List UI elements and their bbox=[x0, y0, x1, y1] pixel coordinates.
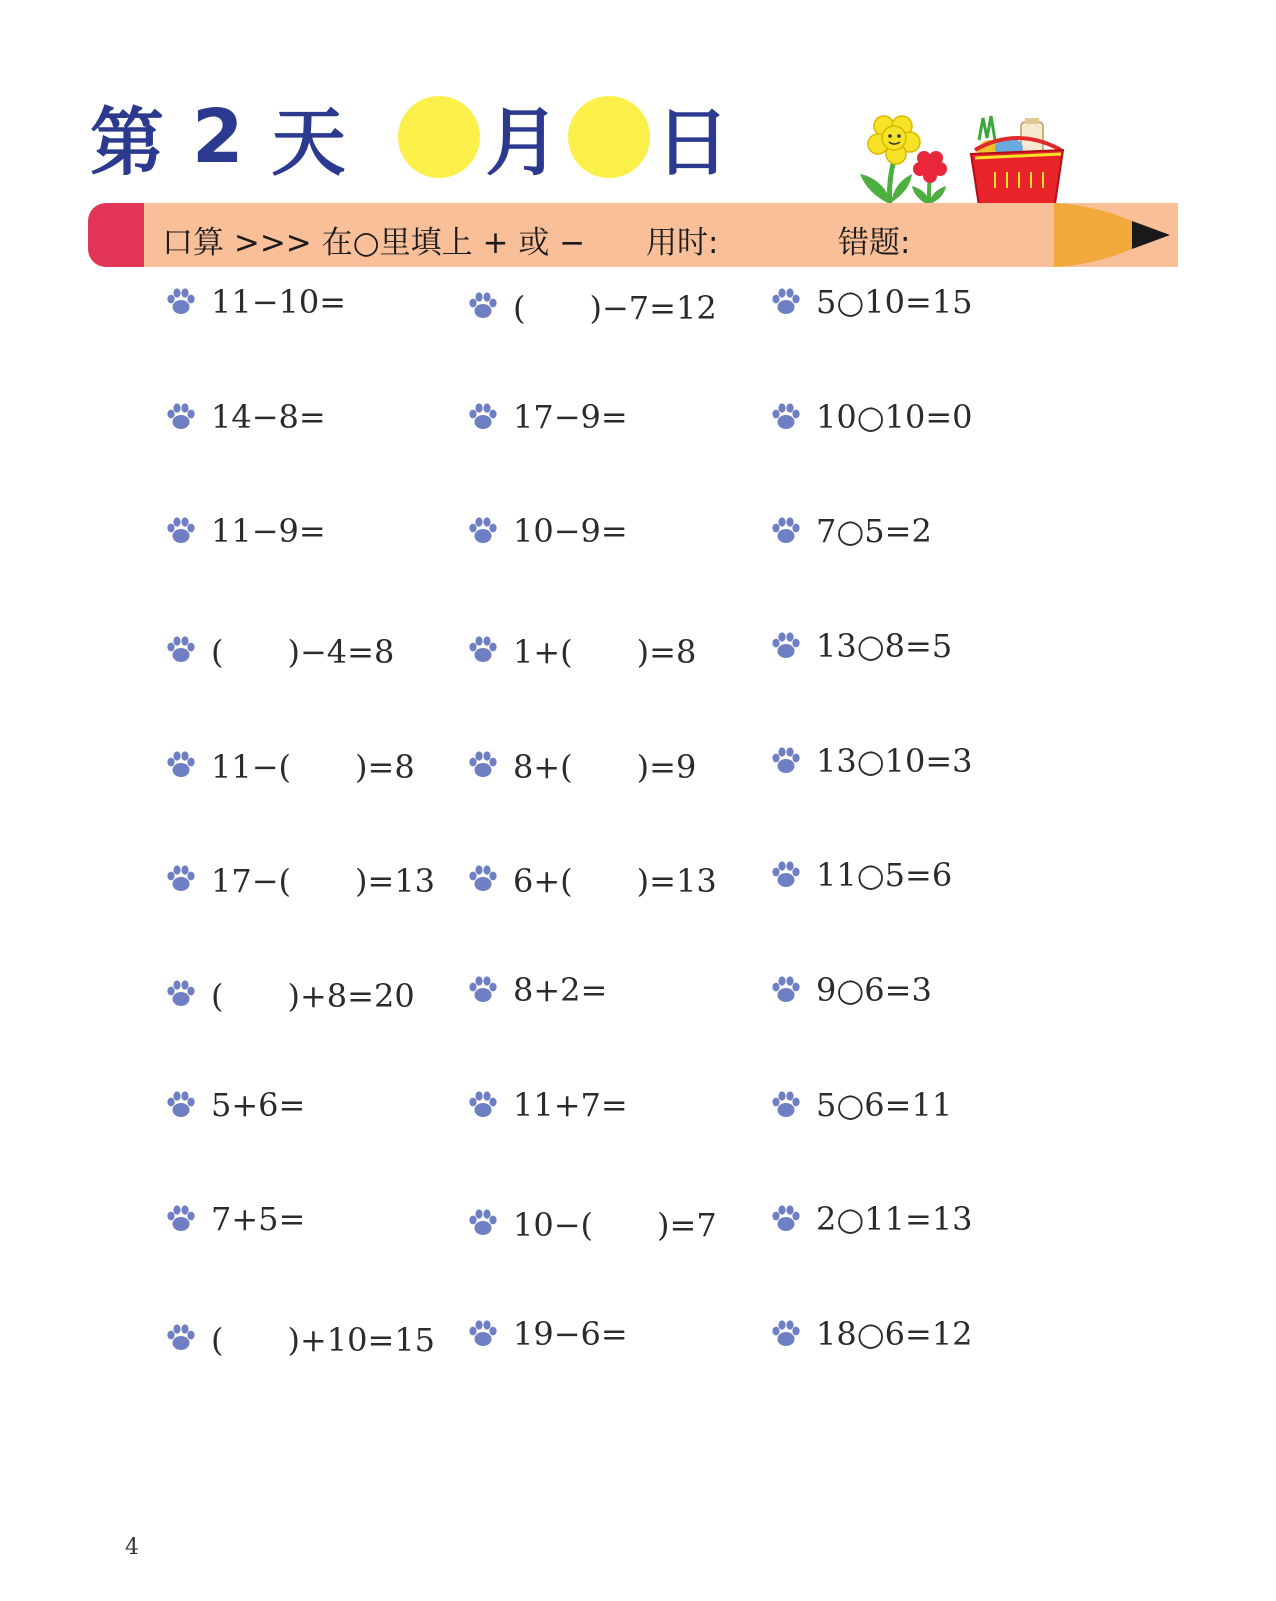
problem-c2-r10 bbox=[467, 1315, 628, 1353]
paw-icon bbox=[770, 1089, 802, 1121]
problem-c3-r2 bbox=[770, 398, 973, 436]
problem-c2-r2 bbox=[467, 398, 628, 436]
problem-text: 8+( )=9 bbox=[513, 748, 697, 786]
problem-c1-r3 bbox=[165, 512, 326, 550]
paw-icon bbox=[467, 863, 499, 895]
problem-text: 10−9= bbox=[513, 512, 628, 550]
problem-text: 10○10=0 bbox=[816, 398, 973, 436]
time-label: 用时: bbox=[646, 225, 719, 261]
problem-text: 17−9= bbox=[513, 398, 628, 436]
problem-text: 9○6=3 bbox=[816, 971, 932, 1009]
problem-text: 2○11=13 bbox=[816, 1200, 973, 1238]
paw-icon bbox=[165, 634, 197, 666]
errors-label: 错题: bbox=[838, 225, 911, 261]
paw-icon bbox=[770, 1203, 802, 1235]
section-label: 口算 >>> 在○里填上 + 或 − bbox=[162, 225, 586, 261]
paw-icon bbox=[467, 749, 499, 781]
problem-c1-r10 bbox=[165, 1315, 435, 1361]
paw-icon bbox=[467, 1207, 499, 1239]
problem-c1-r8 bbox=[165, 1086, 305, 1124]
pencil-eraser bbox=[88, 203, 148, 267]
problem-c1-r9 bbox=[165, 1200, 305, 1238]
paw-icon bbox=[467, 401, 499, 433]
paw-icon bbox=[467, 1089, 499, 1121]
problem-text: 7+5= bbox=[211, 1200, 306, 1238]
problem-text: 1+( )=8 bbox=[513, 633, 697, 671]
problem-c1-r7 bbox=[165, 971, 415, 1017]
problem-text: ( )−4=8 bbox=[211, 633, 395, 671]
paw-icon bbox=[165, 1203, 197, 1235]
problem-text: 10−( )=7 bbox=[513, 1206, 717, 1244]
problem-text: 18○6=12 bbox=[816, 1315, 973, 1353]
problem-c2-r5 bbox=[467, 742, 696, 788]
problem-c2-r9 bbox=[467, 1200, 717, 1246]
problem-text: 5+6= bbox=[211, 1086, 306, 1124]
problem-c1-r4 bbox=[165, 627, 394, 673]
problem-text: 17−( )=13 bbox=[211, 862, 436, 900]
problem-text: 11−10= bbox=[211, 283, 347, 321]
problem-c3-r5 bbox=[770, 742, 973, 780]
paw-icon bbox=[165, 401, 197, 433]
problem-c1-r1 bbox=[165, 283, 346, 321]
problem-text: 11−9= bbox=[211, 512, 326, 550]
paw-icon bbox=[467, 634, 499, 666]
basket-icon bbox=[965, 112, 1069, 212]
problem-text: 11−( )=8 bbox=[211, 748, 415, 786]
problem-text: 19−6= bbox=[513, 1315, 628, 1353]
paw-icon bbox=[165, 1089, 197, 1121]
day-number: 2 bbox=[192, 94, 246, 180]
paw-icon bbox=[467, 290, 499, 322]
problem-c3-r4 bbox=[770, 627, 952, 665]
paw-icon bbox=[770, 515, 802, 547]
problem-c2-r6 bbox=[467, 856, 717, 902]
problem-text: 6+( )=13 bbox=[513, 862, 717, 900]
paw-icon bbox=[165, 286, 197, 318]
paw-icon bbox=[165, 1322, 197, 1354]
problem-c1-r5 bbox=[165, 742, 415, 788]
paw-icon bbox=[165, 515, 197, 547]
problem-c3-r9 bbox=[770, 1200, 973, 1238]
paw-icon bbox=[467, 974, 499, 1006]
problem-c1-r6 bbox=[165, 856, 435, 902]
problem-c2-r7 bbox=[467, 971, 607, 1009]
problem-c2-r8 bbox=[467, 1086, 628, 1124]
banner-text bbox=[162, 203, 1168, 267]
problem-c2-r3 bbox=[467, 512, 628, 550]
pencil-tip-icon bbox=[1176, 203, 1198, 267]
day-prefix: 第 bbox=[90, 100, 166, 186]
problem-text: ( )+8=20 bbox=[211, 977, 415, 1015]
problem-c3-r3 bbox=[770, 512, 932, 550]
problem-text: 14−8= bbox=[211, 398, 326, 436]
flower-icon bbox=[850, 112, 950, 212]
problem-text: 11+7= bbox=[513, 1086, 628, 1124]
problem-c3-r6 bbox=[770, 856, 952, 894]
problem-c1-r2 bbox=[165, 398, 326, 436]
problem-c2-r1 bbox=[467, 283, 717, 329]
page-title bbox=[90, 92, 732, 186]
day-suffix: 天 bbox=[271, 100, 348, 186]
month-blank[interactable] bbox=[398, 96, 480, 178]
paw-icon bbox=[165, 978, 197, 1010]
month-label: 月 bbox=[485, 100, 562, 186]
problem-text: 13○8=5 bbox=[816, 627, 953, 665]
paw-icon bbox=[770, 630, 802, 662]
problem-c3-r8 bbox=[770, 1086, 952, 1124]
paw-icon bbox=[770, 401, 802, 433]
date-label: 日 bbox=[655, 100, 732, 186]
problem-text: 13○10=3 bbox=[816, 742, 973, 780]
problem-text: 5○10=15 bbox=[816, 283, 973, 321]
paw-icon bbox=[770, 859, 802, 891]
problem-c3-r10 bbox=[770, 1315, 973, 1353]
paw-icon bbox=[165, 863, 197, 895]
paw-icon bbox=[467, 1318, 499, 1350]
problem-c3-r7 bbox=[770, 971, 932, 1009]
problem-text: ( )+10=15 bbox=[211, 1321, 436, 1359]
page-number: 4 bbox=[125, 1535, 139, 1560]
problem-c3-r1 bbox=[770, 283, 973, 321]
paw-icon bbox=[770, 286, 802, 318]
paw-icon bbox=[770, 974, 802, 1006]
paw-icon bbox=[770, 1318, 802, 1350]
paw-icon bbox=[165, 749, 197, 781]
paw-icon bbox=[770, 745, 802, 777]
problem-text: 5○6=11 bbox=[816, 1086, 953, 1124]
problem-c2-r4 bbox=[467, 627, 696, 673]
paw-icon bbox=[467, 515, 499, 547]
problem-text: ( )−7=12 bbox=[513, 289, 717, 327]
date-blank[interactable] bbox=[568, 96, 650, 178]
problem-text: 8+2= bbox=[513, 971, 608, 1009]
problem-text: 11○5=6 bbox=[816, 856, 953, 894]
problem-text: 7○5=2 bbox=[816, 512, 932, 550]
